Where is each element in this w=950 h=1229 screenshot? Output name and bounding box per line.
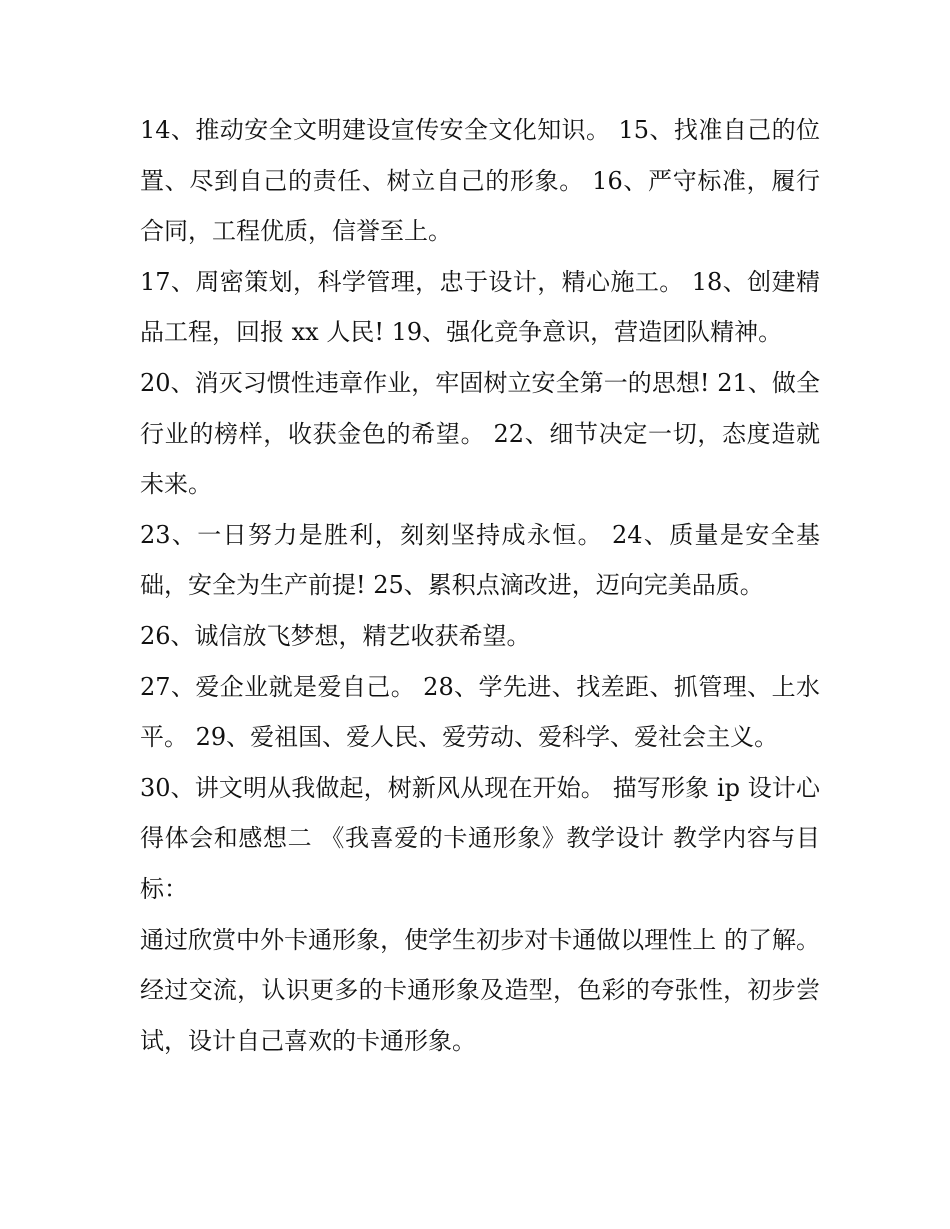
paragraph-slogans-20-22: 20、消灭习惯性违章作业，牢固树立安全第一的思想! 21、做全行业的榜样，收获金色的希望。 22、细节决定一切，态度造就未来。 xyxy=(140,368,820,499)
paragraph-teaching-goals: 通过欣赏中外卡通形象，使学生初步对卡通做以理性上 的了解。经过交流，认识更多的卡通形象及造型，色彩的夸张性，初步尝试，设计自己喜欢的卡通形象。 xyxy=(140,925,820,1055)
paragraph-slogans-27-29: 27、爱企业就是爱自己。 28、学先进、找差距、抓管理、上水平。 29、爱祖国、爱人民、爱劳动、爱科学、爱社会主义。 xyxy=(140,672,820,752)
paragraph-slogans-14-16: 14、推动安全文明建设宣传安全文化知识。 15、找准自己的位置、尽到自己的责任、树立自己的形象。 16、严守标准，履行合同，工程优质，信誉至上。 xyxy=(140,116,820,246)
paragraph-slogans-17-19: 17、周密策划，科学管理，忠于设计，精心施工。 18、创建精品工程，回报 xx 人民! 19、强化竞争意识，营造团队精神。 xyxy=(140,267,820,347)
paragraph-slogan-26: 26、诚信放飞梦想，精艺收获希望。 xyxy=(140,621,531,650)
document-body xyxy=(140,105,820,1066)
paragraph-slogans-23-25: 23、一日努力是胜利，刻刻坚持成永恒。 24、质量是安全基础，安全为生产前提! 25、累积点滴改进，迈向完美品质。 xyxy=(140,520,820,600)
paragraph-slogan-30-and-heading: 30、讲文明从我做起，树新风从现在开始。 描写形象 ip 设计心得体会和感想二 《我喜爱的卡通形象》教学设计 教学内容与目标： xyxy=(140,773,820,903)
